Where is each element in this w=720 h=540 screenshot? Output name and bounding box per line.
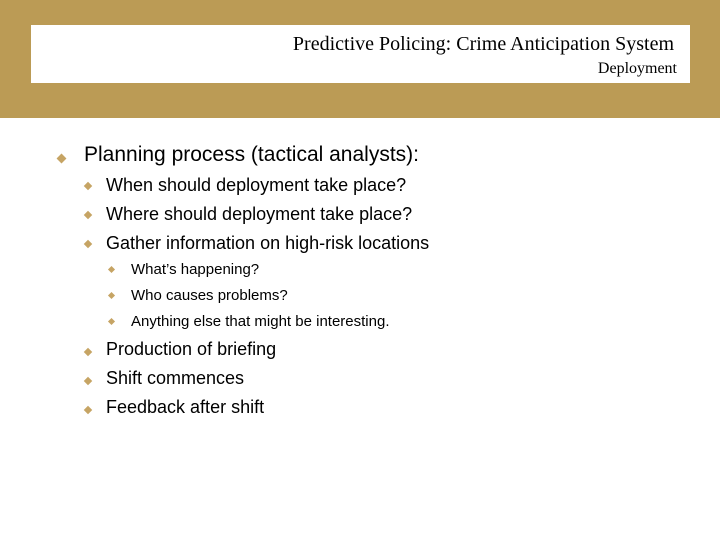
list-item: When should deployment take place? (106, 175, 407, 195)
sub-list-item: What’s happening? (131, 261, 260, 278)
list-item: Shift commences (106, 368, 245, 388)
bullet-diamond-icon (84, 406, 92, 414)
slide-subtitle: Deployment (597, 60, 677, 77)
sub-list-item: Who causes problems? (131, 287, 288, 304)
bullet-diamond-icon (84, 348, 92, 356)
bullet-diamond-icon (84, 211, 92, 219)
bullet-diamond-icon (108, 292, 115, 299)
heading: Planning process (tactical analysts): (84, 143, 419, 166)
bullet-diamond-icon (57, 154, 67, 164)
bullet-diamond-icon (84, 182, 92, 190)
list-item: Where should deployment take place? (106, 204, 413, 224)
sub-list-item: Anything else that might be interesting. (131, 313, 390, 330)
list-item: Feedback after shift (106, 397, 265, 417)
list-item: Gather information on high-risk locations (106, 233, 430, 253)
bullet-diamond-icon (108, 318, 115, 325)
list-item: Production of briefing (106, 339, 277, 359)
slide-title: Predictive Policing: Crime Anticipation System (292, 33, 674, 55)
bullet-diamond-icon (84, 240, 92, 248)
bullet-diamond-icon (84, 377, 92, 385)
bullet-diamond-icon (108, 266, 115, 273)
